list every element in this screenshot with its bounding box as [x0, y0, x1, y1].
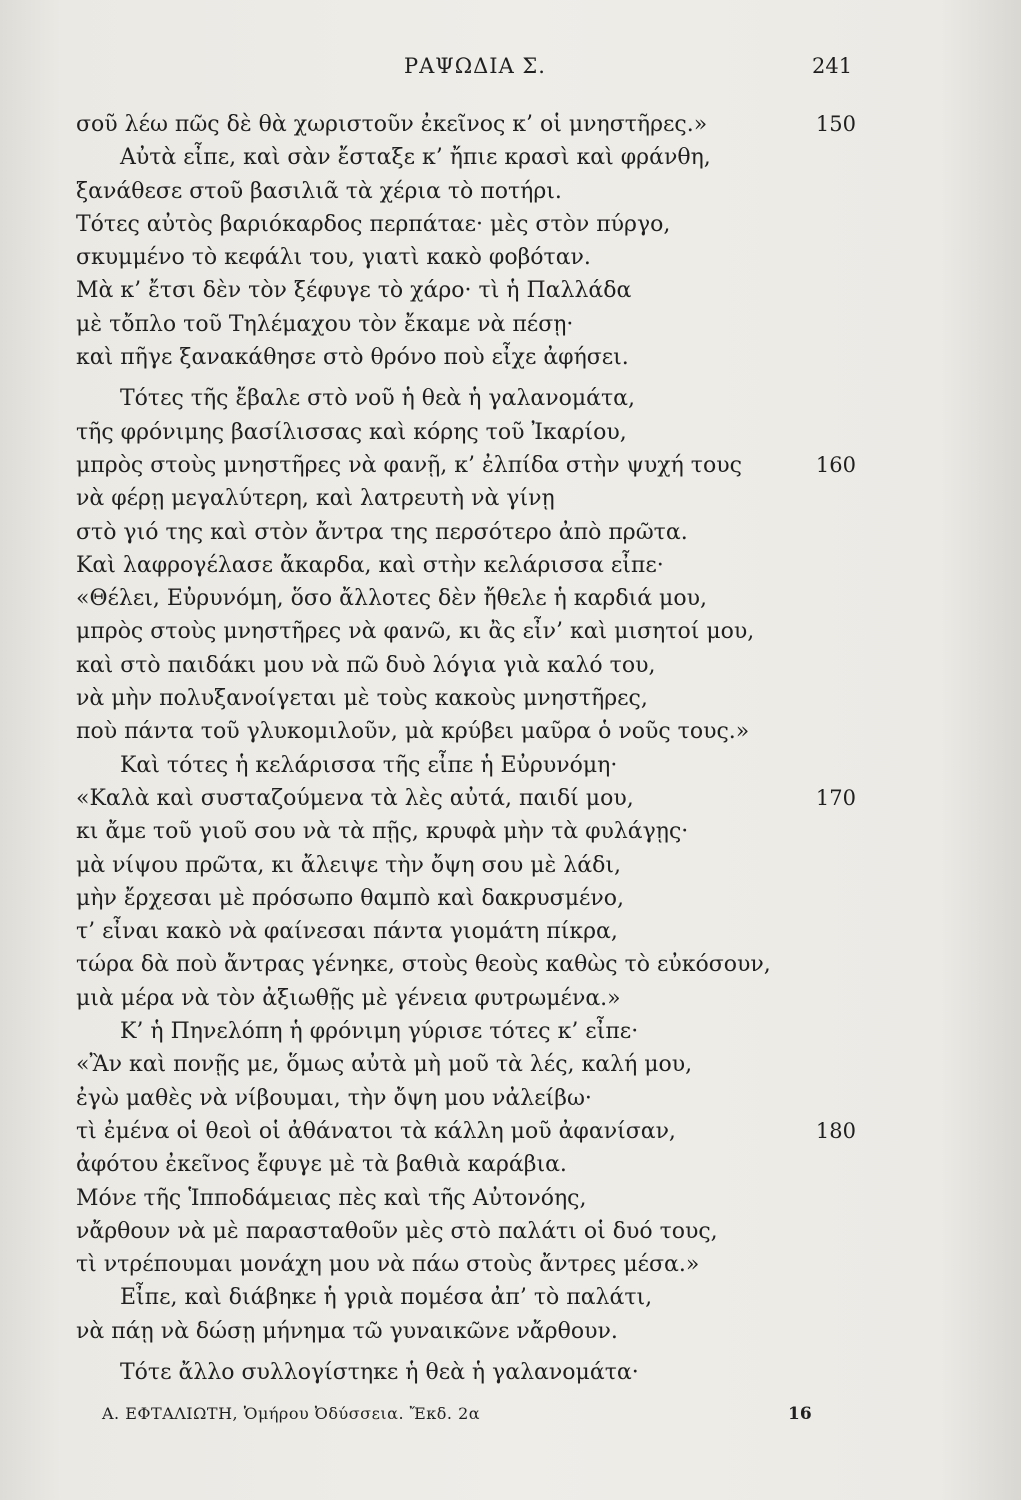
verse-line [76, 274, 856, 307]
verse-line [76, 175, 856, 208]
verse-text: Τότες αὐτὸς βαριόκαρδος περπάταε· μὲς στὸν πύργο, [76, 211, 671, 237]
verse-line [76, 1356, 856, 1389]
verse-line [76, 915, 856, 948]
verse-text: στὸ γιό της καὶ στὸν ἄντρα της περσότερο ἀπὸ πρῶτα. [76, 519, 688, 545]
verse-text: μιὰ μέρα νὰ τὸν ἀξιωθῇς μὲ γένεια φυτρωμένα.» [76, 985, 621, 1011]
verse-line [76, 1248, 856, 1281]
verse-text: καὶ πῆγε ξανακάθησε στὸ θρόνο ποὺ εἶχε ἀφήσει. [76, 345, 629, 371]
verse-text: ἐγὼ μαθὲς νὰ νίβουμαι, τὴν ὄψη μου νἀλείβω· [76, 1085, 592, 1111]
verse-text: «Καλὰ καὶ συσταζούμενα τὰ λὲς αὐτά, παιδί μου, [76, 785, 634, 811]
verse-text: σοῦ λέω πῶς δὲ θὰ χωριστοῦν ἐκεῖνος κ’ οἱ μνηστῆρες.» [76, 112, 708, 137]
verse-line [76, 1215, 856, 1248]
verse-line [76, 1315, 856, 1348]
verse-line [76, 208, 856, 241]
verse-line [76, 948, 856, 981]
verse-text: σκυμμένο τὸ κεφάλι του, γιατὶ κακὸ φοβόταν. [76, 245, 591, 271]
verse-line [76, 308, 856, 341]
verse-text: μὲ τὄπλο τοῦ Τηλέμαχου τὸν ἔκαμε νὰ πέσῃ· [76, 311, 574, 337]
verse-text: Τότες τῆς ἔβαλε στὸ νοῦ ἡ θεὰ ἡ γαλανομάτα, [120, 386, 636, 412]
verse-line [76, 1115, 856, 1148]
verse-line [76, 241, 856, 274]
verse-line [76, 649, 856, 682]
verse-line [76, 849, 856, 882]
verse-line [76, 1182, 856, 1215]
verse-text: τὶ ἐμένα οἱ θεοὶ οἱ ἀθάνατοι τὰ κάλλη μοῦ ἀφανίσαν, [76, 1118, 676, 1144]
verse-line [76, 1281, 856, 1314]
verse-line [76, 782, 856, 815]
verse-text: μπρὸς στοὺς μνηστῆρες νὰ φανῇ, κ’ ἐλπίδα στὴν ψυχή τους [76, 452, 742, 478]
verse-line [76, 982, 856, 1015]
verse-text: Κ’ ἡ Πηνελόπη ἡ φρόνιμη γύρισε τότες κ’ εἶπε· [120, 1019, 639, 1045]
verse-text: μὴν ἔρχεσαι μὲ πρόσωπο θαμπὸ καὶ δακρυσμένο, [76, 885, 625, 911]
verse-line [76, 141, 856, 174]
verse-line [76, 582, 856, 615]
verse-number: 170 [815, 785, 856, 810]
verse-line [76, 549, 856, 582]
verse-line [76, 416, 856, 449]
verse-text: τώρα δὰ ποὺ ἄντρας γένηκε, στοὺς θεοὺς καθὼς τὸ εὐκόσουν, [76, 952, 771, 978]
verse-text: ἀφότου ἐκεῖνος ἔφυγε μὲ τὰ βαθιὰ καράβια. [76, 1152, 567, 1178]
verse-text: Αὐτὰ εἶπε, καὶ σὰν ἔσταξε κ’ ἤπιε κρασὶ καὶ φράνθη, [120, 145, 711, 171]
page-number: 241 [812, 54, 853, 78]
page-header [0, 52, 1021, 88]
verse-text: τῆς φρόνιμης βασίλισσας καὶ κόρης τοῦ Ἰκαρίου, [76, 419, 627, 445]
running-title: ΡΑΨΩΔΙΑ Σ. [404, 54, 546, 78]
verse-number: 160 [815, 452, 856, 477]
verse-line [76, 815, 856, 848]
verse-text: νἄρθουν νὰ μὲ παρασταθοῦν μὲς στὸ παλάτι οἱ δυό τους, [76, 1218, 718, 1244]
verse-text: ποὺ πάντα τοῦ γλυκομιλοῦν, μὰ κρύβει μαῦρα ὁ νοῦς τους.» [76, 719, 750, 745]
verse-line [76, 1082, 856, 1115]
verse-text: καὶ στὸ παιδάκι μου νὰ πῶ δυὸ λόγια γιὰ καλό του, [76, 652, 656, 678]
verse-line [76, 1015, 856, 1048]
verse-line [76, 1148, 856, 1181]
verse-text: «Θέλει, Εὐρυνόμη, ὅσο ἄλλοτες δὲν ἤθελε ἡ καρδιά μου, [76, 586, 707, 612]
verse-text: «Ἂν καὶ πονῇς με, ὅμως αὐτὰ μὴ μοῦ τὰ λές, καλή μου, [76, 1052, 693, 1078]
poem-text [76, 108, 856, 1389]
verse-line [76, 882, 856, 915]
verse-text: ξανάθεσε στοῦ βασιλιᾶ τὰ χέρια τὸ ποτήρι. [76, 178, 562, 204]
verse-text: μὰ νίψου πρῶτα, κι ἄλειψε τὴν ὄψη σου μὲ λάδι, [76, 852, 621, 878]
verse-text: κι ἄμε τοῦ γιοῦ σου νὰ τὰ πῇς, κρυφὰ μὴν τὰ φυλάγῃς· [76, 819, 689, 845]
verse-line [76, 341, 856, 374]
verse-text: Καὶ λαφρογέλασε ἄκαρδα, καὶ στὴν κελάρισσα εἶπε· [76, 552, 664, 578]
verse-text: Καὶ τότες ἡ κελάρισσα τῆς εἶπε ἡ Εὐρυνόμη· [120, 752, 618, 778]
verse-line [76, 1048, 856, 1081]
page-footer [0, 1404, 1021, 1434]
verse-text: Μόνε τῆς Ἱπποδάμειας πὲς καὶ τῆς Αὐτονόης, [76, 1185, 587, 1211]
verse-text: Εἶπε, καὶ διάβηκε ἡ γριὰ πομέσα ἀπ’ τὸ παλάτι, [120, 1285, 653, 1311]
verse-line [76, 682, 856, 715]
verse-text: Τότε ἄλλο συλλογίστηκε ἡ θεὰ ἡ γαλανομάτα· [120, 1359, 639, 1385]
verse-line [76, 516, 856, 549]
verse-text: νὰ φέρῃ μεγαλύτερη, καὶ λατρευτὴ νὰ γίνῃ [76, 486, 555, 512]
verse-line [76, 382, 856, 415]
verse-text: Μὰ κ’ ἔτσι δὲν τὸν ξέφυγε τὸ χάρο· τὶ ἡ Παλλάδα [76, 278, 632, 304]
verse-number: 150 [815, 112, 856, 136]
verse-line [76, 482, 856, 515]
verse-text: μπρὸς στοὺς μνηστῆρες νὰ φανῶ, κι ἂς εἶν’ καὶ μισητοί μου, [76, 619, 755, 645]
sheet-number: 16 [788, 1404, 812, 1424]
verse-line [76, 108, 856, 141]
verse-number: 180 [815, 1118, 856, 1143]
verse-text: νὰ πάῃ νὰ δώσῃ μήνημα τῶ γυναικῶνε νἄρθουν. [76, 1318, 618, 1344]
printer-signature: Α. ΕΦΤΑΛΙΩΤΗ, Ὁμήρου Ὀδύσσεια. Ἔκδ. 2α [102, 1404, 481, 1423]
verse-text: νὰ μὴν πολυξανοίγεται μὲ τοὺς κακοὺς μνηστῆρες, [76, 686, 648, 712]
verse-line [76, 749, 856, 782]
verse-line [76, 615, 856, 648]
verse-text: τ’ εἶναι κακὸ νὰ φαίνεσαι πάντα γιομάτη πίκρα, [76, 919, 618, 945]
verse-line [76, 449, 856, 482]
verse-text: τὶ ντρέπουμαι μονάχη μου νὰ πάω στοὺς ἄντρες μέσα.» [76, 1252, 700, 1278]
verse-line [76, 715, 856, 748]
